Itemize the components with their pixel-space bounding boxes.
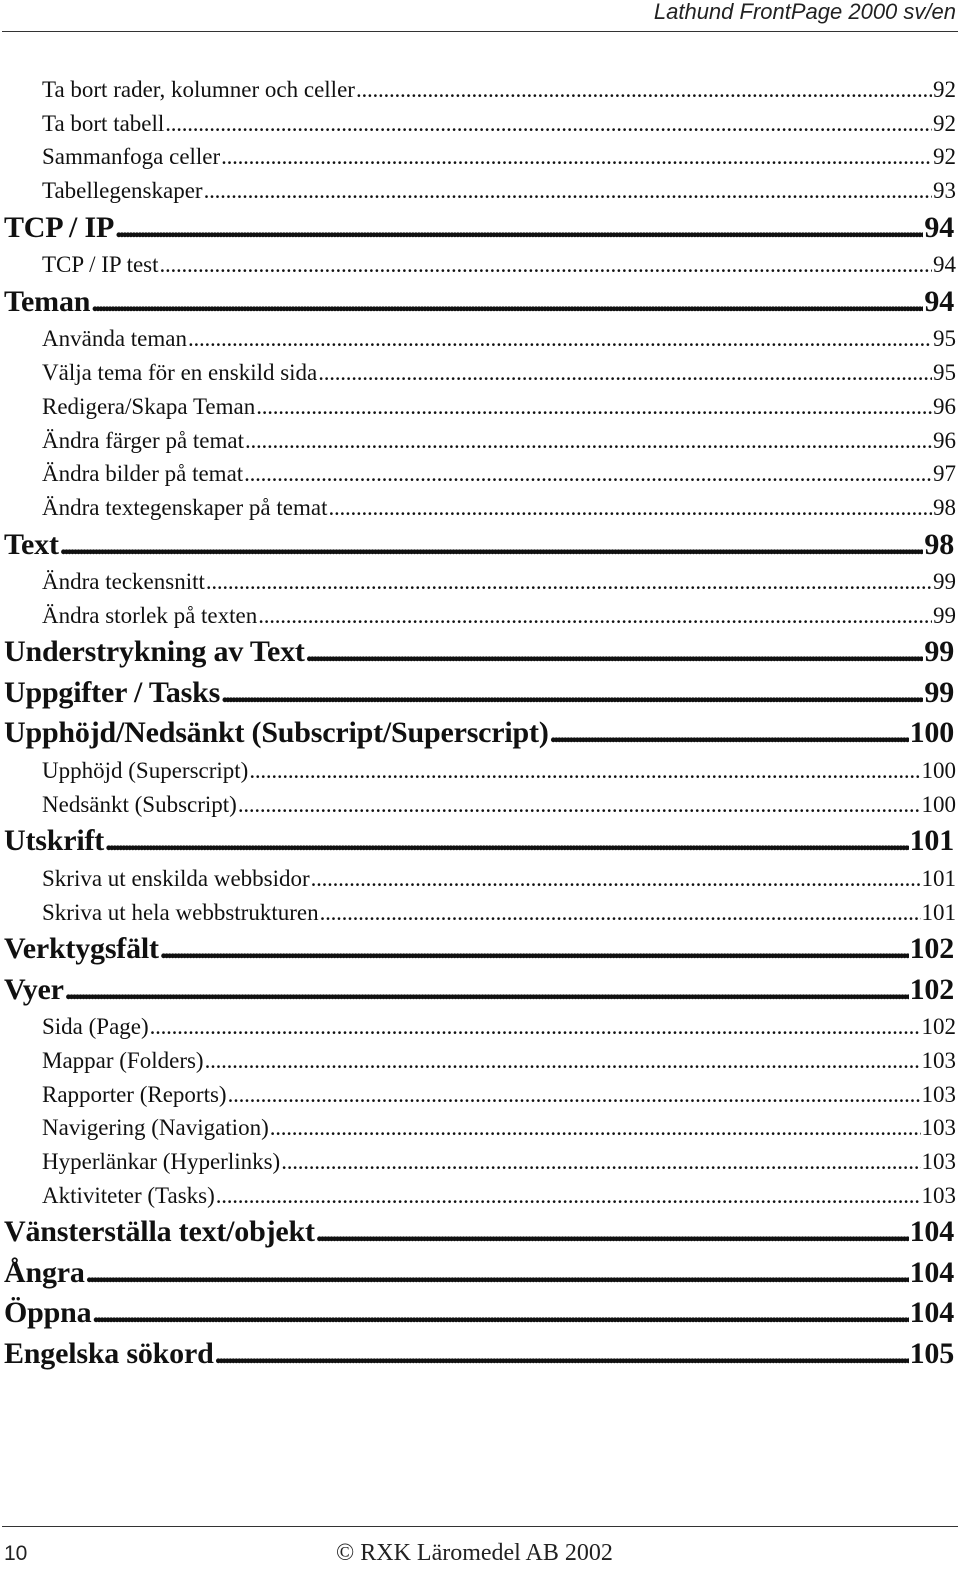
toc-entry-label: Använda teman [42,326,187,352]
toc-sub-entry[interactable] [0,788,960,822]
toc-main-entry[interactable] [0,929,960,970]
toc-dot-leader [105,821,909,862]
toc-entry-page: 97 [933,461,956,487]
toc-sub-entry[interactable] [0,599,960,633]
toc-dot-leader [221,140,932,174]
toc-entry-page: 92 [933,144,956,170]
toc-entry-label: Välja tema för en enskild sida [42,360,318,386]
toc-entry-page: 100 [909,716,954,750]
toc-entry-label: Ta bort rader, kolumner och celler [42,77,355,102]
toc-entry-label: Engelska sökord [4,1336,214,1370]
toc-main-entry[interactable] [0,1212,960,1253]
footer-divider [2,1526,958,1527]
toc-dot-leader [160,929,909,970]
toc-entry-label: Text [4,527,59,561]
toc-dot-leader [316,1212,909,1253]
toc-entry-page: 95 [933,360,956,386]
toc-sub-entry[interactable] [0,322,960,356]
toc-entry-page: 95 [933,326,956,352]
toc-main-entry[interactable] [0,1334,960,1375]
toc-dot-leader [188,322,932,356]
toc-dot-leader [160,248,932,282]
toc-dot-leader [318,356,932,390]
toc-entry-page: 101 [909,824,954,858]
header-divider [2,31,958,32]
toc-sub-entry[interactable] [0,107,960,141]
toc-entry-label: Aktiviteter (Tasks) [42,1182,215,1208]
toc-entry-label: Ändra storlek på texten [42,602,258,628]
toc-entry-label: Vänsterställa text/objekt [4,1215,315,1249]
toc-dot-leader [165,107,932,141]
toc-sub-entry[interactable] [0,1078,960,1112]
toc-entry-label: Teman [4,284,91,318]
toc-entry-page: 101 [921,899,956,925]
toc-entry-page: 92 [933,77,956,102]
toc-dot-leader [356,73,932,107]
toc-dot-leader [281,1145,920,1179]
toc-main-entry[interactable] [0,525,960,566]
page-number: 10 [4,1542,28,1565]
toc-dot-leader [311,862,921,896]
toc-entry-label: Upphöjd (Superscript) [42,757,249,783]
toc-dot-leader [221,673,923,714]
toc-entry-page: 104 [909,1296,954,1330]
toc-entry-label: TCP / IP [4,210,115,244]
table-of-contents [0,73,960,1374]
toc-sub-entry[interactable] [0,248,960,282]
toc-entry-page: 92 [933,110,956,136]
toc-main-entry[interactable] [0,208,960,249]
toc-dot-leader [244,457,932,491]
toc-entry-page: 99 [933,569,956,595]
toc-entry-label: Redigera/Skapa Teman [42,393,256,419]
toc-entry-page: 104 [909,1255,954,1289]
toc-entry-label: Skriva ut enskilda webbsidor [42,865,310,891]
toc-entry-page: 100 [921,791,956,817]
toc-dot-leader [328,491,932,525]
toc-sub-entry[interactable] [0,140,960,174]
toc-sub-entry[interactable] [0,491,960,525]
toc-entry-page: 103 [921,1148,956,1174]
toc-dot-leader [306,632,924,673]
toc-entry-page: 102 [909,932,954,966]
toc-main-entry[interactable] [0,282,960,323]
toc-entry-page: 103 [921,1081,956,1107]
toc-entry-label: Nedsänkt (Subscript) [42,791,237,817]
toc-entry-label: Ändra färger på temat [42,427,245,453]
toc-entry-page: 94 [933,252,956,278]
toc-entry-label: Ändra teckensnitt [42,569,205,595]
toc-entry-page: 102 [909,972,954,1006]
toc-main-entry[interactable] [0,632,960,673]
toc-dot-leader [205,1044,921,1078]
toc-entry-page: 98 [933,494,956,520]
toc-sub-entry[interactable] [0,73,960,107]
toc-sub-entry[interactable] [0,457,960,491]
toc-main-entry[interactable] [0,970,960,1011]
toc-sub-entry[interactable] [0,174,960,208]
toc-dot-leader [204,174,932,208]
page-footer [0,1526,960,1569]
toc-entry-page: 94 [924,210,954,244]
toc-sub-entry[interactable] [0,862,960,896]
toc-entry-page: 94 [924,284,954,318]
toc-dot-leader [228,1078,921,1112]
toc-entry-label: TCP / IP test [42,252,159,278]
toc-sub-entry[interactable] [0,565,960,599]
toc-sub-entry[interactable] [0,1145,960,1179]
toc-sub-entry[interactable] [0,1010,960,1044]
toc-dot-leader [216,1179,921,1213]
toc-entry-page: 103 [921,1182,956,1208]
toc-entry-page: 99 [924,635,954,669]
toc-entry-page: 96 [933,427,956,453]
toc-dot-leader [256,390,932,424]
toc-entry-page: 103 [921,1047,956,1073]
toc-entry-page: 93 [933,178,956,204]
toc-dot-leader [150,1010,921,1044]
toc-dot-leader [60,525,924,566]
toc-entry-label: Sammanfoga celler [42,144,221,170]
toc-entry-label: Ändra textegenskaper på temat [42,494,328,520]
toc-sub-entry[interactable] [0,1111,960,1145]
toc-dot-leader [245,424,932,458]
page-header [0,0,960,31]
toc-dot-leader [215,1334,909,1375]
toc-dot-leader [115,208,923,249]
toc-entry-label: Sida (Page) [42,1014,149,1040]
toc-main-entry[interactable] [0,1253,960,1294]
toc-main-entry[interactable] [0,821,960,862]
toc-dot-leader [86,1253,909,1294]
toc-entry-label: Upphöjd/Nedsänkt (Subscript/Superscript) [4,716,549,750]
toc-entry-label: Mappar (Folders) [42,1047,204,1073]
toc-dot-leader [91,282,923,323]
toc-entry-page: 105 [909,1336,954,1370]
toc-sub-entry[interactable] [0,1179,960,1213]
toc-entry-label: Ändra bilder på temat [42,461,244,487]
toc-dot-leader [270,1111,921,1145]
toc-dot-leader [206,565,932,599]
toc-entry-label: Understrykning av Text [4,635,305,669]
toc-entry-label: Ta bort tabell [42,110,165,136]
toc-entry-label: Ångra [4,1255,85,1289]
toc-dot-leader [320,896,921,930]
toc-dot-leader [65,970,909,1011]
toc-entry-page: 100 [921,757,956,783]
toc-entry-page: 102 [921,1014,956,1040]
toc-dot-leader [238,788,921,822]
toc-main-entry[interactable] [0,1293,960,1334]
toc-sub-entry[interactable] [0,896,960,930]
toc-entry-label: Uppgifter / Tasks [4,675,221,709]
toc-entry-page: 103 [921,1115,956,1141]
toc-dot-leader [249,754,920,788]
toc-entry-label: Rapporter (Reports) [42,1081,227,1107]
toc-entry-page: 101 [921,865,956,891]
toc-sub-entry[interactable] [0,754,960,788]
toc-entry-label: Hyperlänkar (Hyperlinks) [42,1148,281,1174]
toc-dot-leader [92,1293,908,1334]
toc-entry-page: 98 [924,527,954,561]
toc-entry-page: 99 [933,602,956,628]
toc-entry-label: Verktygsfält [4,932,159,966]
toc-dot-leader [550,713,909,754]
toc-entry-label: Utskrift [4,824,105,858]
toc-main-entry[interactable] [0,713,960,754]
toc-sub-entry[interactable] [0,390,960,424]
toc-dot-leader [258,599,932,633]
toc-entry-label: Skriva ut hela webbstrukturen [42,899,319,925]
toc-entry-page: 96 [933,393,956,419]
toc-entry-label: Vyer [4,972,64,1006]
toc-entry-label: Navigering (Navigation) [42,1115,269,1141]
toc-entry-page: 99 [924,675,954,709]
toc-entry-label: Öppna [4,1296,92,1330]
toc-sub-entry[interactable] [0,1044,960,1078]
copyright-notice: © RXK Läromedel AB 2002 [336,1540,613,1566]
document-title: Lathund FrontPage 2000 sv/en [653,0,956,24]
toc-main-entry[interactable] [0,673,960,714]
toc-entry-label: Tabellegenskaper [42,178,203,204]
toc-entry-page: 104 [909,1215,954,1249]
toc-sub-entry[interactable] [0,356,960,390]
toc-sub-entry[interactable] [0,424,960,458]
